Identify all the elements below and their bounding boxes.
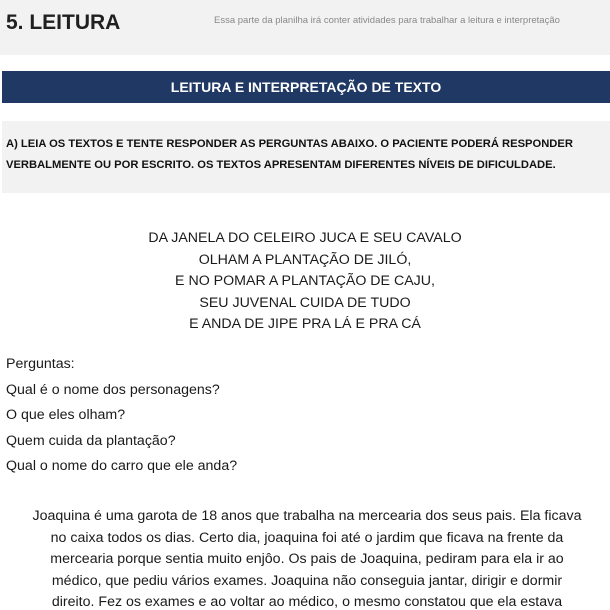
poem-text bbox=[0, 228, 610, 336]
questions-label: Perguntas: bbox=[6, 356, 75, 372]
poem-line: DA JANELA DO CELEIRO JUCA E SEU CAVALO bbox=[148, 230, 462, 246]
question-item: Qual o nome do carro que ele anda? bbox=[6, 458, 238, 475]
page-subtitle: Essa parte da planilha irá conter atividades para trabalhar a leitura e interpretação bbox=[214, 15, 560, 26]
poem-line: E ANDA DE JIPE PRA LÁ E PRA CÁ bbox=[189, 316, 421, 333]
story-line: direito. Fez os exames e ao voltar ao médico, o mesmo constatou que ela estava bbox=[51, 594, 563, 610]
poem-line: SEU JUVENAL CUIDA DE TUDO bbox=[199, 294, 411, 311]
poem-line: E NO POMAR A PLANTAÇÃO DE CAJU, bbox=[175, 273, 435, 290]
question-item: Quem cuida da plantação? bbox=[6, 432, 176, 449]
instructions-text bbox=[6, 134, 573, 176]
instructions-line-1: A) LEIA OS TEXTOS E TENTE RESPONDER AS PERGUNTAS ABAIXO. O PACIENTE PODERÁ RESPONDER bbox=[6, 138, 573, 150]
story-line: mercearia porque sentia muito enjôo. Os pais de Joaquina, pediram para ela ir ao bbox=[50, 551, 564, 567]
questions-list bbox=[6, 352, 237, 480]
subtitle-clip bbox=[214, 0, 610, 55]
story-line: no caixa todos os dias. Certo dia, joaquina foi até o jardim que ficava na frente da bbox=[50, 529, 564, 546]
poem-line: OLHAM A PLANTAÇÃO DE JILÓ, bbox=[198, 251, 412, 268]
story-line: Joaquina é uma garota de 18 anos que trabalha na mercearia dos seus pais. Ela ficava bbox=[32, 508, 582, 524]
story-line: médico, que pediu vários exames. Joaquina não conseguia jantar, dirigir e dormir bbox=[51, 572, 563, 589]
page-title: 5. LEITURA bbox=[6, 11, 121, 34]
header-band bbox=[0, 0, 610, 55]
story-text bbox=[0, 506, 610, 610]
instructions-line-2: VERBALMENTE OU POR ESCRITO. OS TEXTOS APRESENTAM DIFERENTES NÍVEIS DE DIFICULDADE. bbox=[6, 159, 556, 171]
question-item: O que eles olham? bbox=[6, 407, 126, 424]
instructions-box bbox=[2, 121, 610, 193]
question-item: Qual é o nome dos personagens? bbox=[6, 381, 220, 398]
section-title: LEITURA E INTERPRETAÇÃO DE TEXTO bbox=[170, 79, 442, 95]
section-title-bar bbox=[2, 71, 610, 103]
story-clip bbox=[0, 506, 610, 610]
